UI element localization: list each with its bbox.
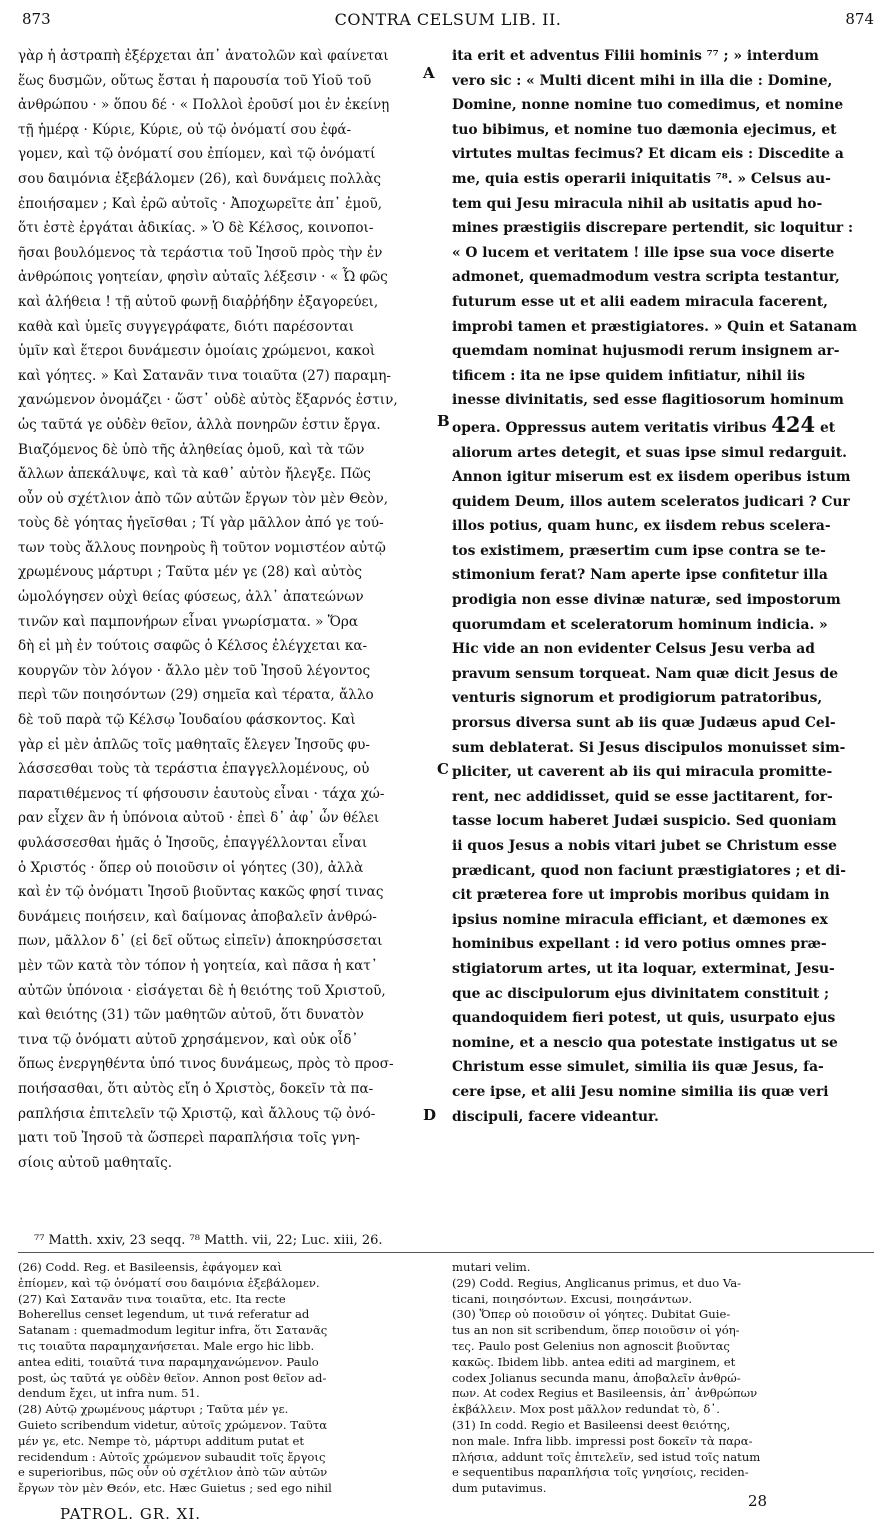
footnote-line: τες. Paulo post Gelenius non agnoscit βιοῦντας (452, 1338, 730, 1353)
greek-text-line: ἄλλων ἀπεκάλυψε, καὶ τὰ καθ᾽ αὐτὸν ἤλεγξε. Πῶς (18, 466, 371, 483)
margin-letter-b: B (437, 412, 450, 430)
footnote-line: tus an non sit scribendum, ὅπερ ποιοῦσιν οἱ γόη- (452, 1323, 740, 1338)
right-page-number: 874 (845, 10, 874, 28)
greek-text-line: ματι τοῦ Ἰησοῦ τὰ ὥσπερεὶ παραπλήσια τοῖς γνη- (18, 1130, 360, 1147)
greek-text-line: καθὰ καὶ ὑμεῖς συγγεγράφατε, διότι παρέσονται (18, 318, 354, 335)
footnotes-left (18, 1260, 436, 1495)
latin-text-line: Domine, nonne nomine tuo comedimus, et nomine (452, 97, 844, 114)
latin-text-line: ii quos Jesus a nobis vitari jubet se Christum esse (452, 838, 837, 854)
latin-text-line: mines præstigiis discrepare pertendit, sic loquitur : (452, 220, 854, 237)
latin-text-line: stigiatorum artes, ut ita loquar, exterminat, Jesu- (452, 960, 835, 977)
footnote-line: ticani, ποιησόντων. Excusi, ποιησάντων. (452, 1291, 693, 1306)
signature-mark: 28 (748, 1492, 768, 1510)
greek-text-line: δὲ τοῦ παρὰ τῷ Κέλσῳ Ἰουδαίου φάσκοντος. Καὶ (18, 712, 356, 729)
greek-text-line: ὡμολόγησεν οὐχὶ θείας φύσεως, ἀλλ᾽ ἀπατεώνων (18, 589, 364, 606)
greek-text-line: καὶ ἀλήθεια ! τῇ αὐτοῦ φωνῇ διαῤῥήδην ἐξαγορεύει, (18, 293, 379, 310)
latin-text-line: hominibus expellant : id vero potius omnes præ- (452, 936, 827, 953)
greek-text-line: ῆσαι βουλόμενος τὰ τεράστια τοῦ Ἰησοῦ πρὸς τὴν ἐν (18, 244, 383, 261)
latin-text-line: prorsus diversa sunt ab iis quæ Judæus apud Cel- (452, 715, 836, 732)
greek-text-line: ποιήσασθαι, ὅτι αὐτὸς εἴη ὁ Χριστὸς, δοκεῖν τὰ πα- (18, 1080, 374, 1097)
greek-text-line: ὁ Χριστός · ὅπερ οὐ ποιοῦσιν οἱ γόητες (30), ἀλλὰ (18, 859, 364, 876)
greek-text-line: αὐτῶν ὑπόνοια · εἰσάγεται δὲ ἡ θειότης τοῦ Χριστοῦ, (18, 982, 386, 999)
greek-text-line: ἀνθρώπου · » ὅπου δέ · « Πολλοὶ ἐροῦσί μοι ἐν ἐκείνῃ (18, 97, 390, 114)
greek-text-line: γὰρ εἰ μὲν ἁπλῶς τοῖς μαθηταῖς ἔλεγεν Ἰησοῦς φυ- (18, 736, 371, 753)
latin-text-line: Annon igitur miserum est ex iisdem operibus istum (452, 469, 851, 486)
greek-text-line: ἀνθρώποις γοητείαν, φησὶν αὐταῖς λέξεσιν · « Ὦ φῶς (18, 269, 388, 286)
greek-text-line: δυνάμεις ποιήσειν, καὶ δαίμονας ἀποβαλεῖν ἀνθρώ- (18, 908, 377, 925)
greek-text-line: τινα τῷ ὀνόματι αὐτοῦ χρησάμενον, καὶ οὐκ οἶδ᾽ (18, 1031, 359, 1048)
latin-text-line: inesse divinitatis, sed esse flagitiosorum hominum (452, 392, 844, 409)
latin-text-line: « O lucem et veritatem ! ille ipse sua voce diserte (452, 244, 835, 261)
greek-text-column (18, 44, 430, 1244)
running-title: CONTRA CELSUM LIB. II. (334, 10, 562, 29)
latin-text-line: Hic vide an non evidenter Celsus Jesu verba ad (452, 641, 815, 658)
latin-text-line: opera. Oppressus autem veritatis viribus 424 et (452, 412, 836, 437)
greek-text-line: ὅπως ἐνεργηθέντα ὑπό τινος δυνάμεως, πρὸς τὸ προσ- (18, 1056, 394, 1073)
greek-text-line: χανώμενον ὀνομάζει · ὥστ᾽ οὐδὲ αὐτὸς ἔξαρνός ἐστιν, (18, 392, 398, 409)
greek-text-line: ἐποιήσαμεν ; Καὶ ἐρῶ αὐτοῖς · Ἀποχωρεῖτε ἀπ᾽ ἐμοῦ, (18, 195, 383, 212)
footnote-line: Guieto scribendum videtur, αὐτοῖς χρώμενον. Ταῦτα (18, 1417, 328, 1432)
footnote-line: μέν γε, etc. Nempe τὸ, μάρτυρι additum putat et (18, 1433, 304, 1448)
latin-text-line: ita erit et adventus Filii hominis ⁷⁷ ; » interdum (452, 48, 819, 64)
greek-text-line: ὅτι ἐστὲ ἐργάται ἀδικίας. » Ὁ δὲ Κέλσος, κοινοποι- (18, 220, 374, 237)
footnote-line: πων. At codex Regius et Basileensis, ἀπ᾽ ἀνθρώπων (452, 1386, 758, 1401)
latin-text-line: sum deblaterat. Si Jesus discipulos monuisset sim- (452, 739, 846, 756)
greek-text-line: δὴ εἰ μὴ ἐν τούτοις σαφῶς ὁ Κέλσος ἐλέγχεται κα- (18, 638, 368, 655)
footnote-line: e sequentibus παραπλήσια τοῖς γνησίοις, reciden- (452, 1465, 749, 1480)
latin-text-line: discipuli, facere videantur. (452, 1108, 659, 1125)
footnote-line: mutari velim. (452, 1260, 531, 1274)
margin-letter-a: A (423, 64, 435, 82)
latin-text-line: admonet, quemadmodum vestra scripta testantur, (452, 269, 840, 286)
margin-letter-d: D (423, 1106, 437, 1124)
series-footer: PATROL. GR. XI. (60, 1505, 202, 1523)
greek-text-line: ραν εἶχεν ἂν ἡ ὑπόνοια αὐτοῦ · ἐπεὶ δ᾽ ἀφ᾽ ὧν θέλει (18, 810, 380, 827)
latin-text-line: ipsius nomine miracula efficiant, et dæmones ex (452, 911, 828, 928)
greek-text-line: κουργῶν τὸν λόγον · ἄλλο μὲν τοῦ Ἰησοῦ λέγοντος (18, 662, 371, 679)
footnote-line: (31) In codd. Regio et Basileensi deest θειότης, (452, 1417, 731, 1432)
latin-text-line: Christum esse simulet, similia iis quæ Jesus, fa- (452, 1059, 824, 1076)
footnote-line: πλήσια, addunt τοῖς ἐπιτελεῖν, sed istud τοῖς natum (452, 1449, 761, 1464)
footnote-line: codex Jolianus secunda manu, ἀποβαλεῖν ἀνθρώ- (452, 1370, 741, 1385)
latin-text-line: quandoquidem fieri potest, ut quis, usurpato ejus (452, 1010, 836, 1027)
latin-text-line: prædicant, quod non faciunt præstigiatores ; et di- (452, 862, 846, 879)
footnote-line: ἐκβάλλειν. Mox post μᾶλλον redundat τὸ, δ᾽. (452, 1402, 720, 1417)
greek-text-line: παρατιθέμενος τί φήσουσιν ἑαυτοὺς εἶναι · τάχα χώ- (18, 785, 385, 802)
greek-text-line: τῇ ἡμέρᾳ · Κύριε, Κύριε, οὐ τῷ ὀνόματί σου ἐφά- (18, 121, 352, 138)
greek-text-line: μὲν τῶν κατὰ τὸν τόπον ἡ γοητεία, καὶ πᾶσα ἡ κατ᾽ (18, 957, 378, 974)
edition-page-number: 424 (771, 412, 816, 437)
latin-text-line: pliciter, ut caverent ab iis qui miracula promitte- (452, 764, 833, 781)
latin-text-line: vero sic : « Multi dicent mihi in illa die : Domine, (452, 72, 833, 89)
footnote-line: κακῶς. Ibidem libb. antea editi ad marginem, et (452, 1354, 736, 1369)
latin-text-line: futurum esse ut et alii eadem miracula facerent, (452, 293, 828, 310)
footnote-line: ἔργων τὸν μὲν Θεόν, etc. Hæc Guietus ; sed ego nihil (18, 1481, 332, 1495)
latin-text-line: prodigia non esse divinæ naturæ, sed impostorum (452, 592, 841, 609)
footnote-divider (18, 1252, 874, 1253)
footnote-line: (26) Codd. Reg. et Basileensis, ἐφάγομεν καὶ (18, 1260, 283, 1274)
latin-text-line: improbi tamen et præstigiatores. » Quin et Satanam (452, 318, 857, 335)
latin-text-column (452, 44, 880, 1244)
latin-text-line: cere ipse, et alii Jesu nomine similia iis quæ veri (452, 1083, 829, 1100)
latin-text-line: tificem : ita ne ipse quidem infitiatur, nihil iis (452, 367, 806, 384)
greek-text-line: περὶ τῶν ποιησόντων (29) σημεῖα καὶ τέρατα, ἄλλο (18, 687, 374, 704)
greek-text-line: τινῶν καὶ παμπονήρων εἶναι γνωρίσματα. » Ὅρα (18, 613, 359, 630)
footnote-line: τις τοιαῦτα παραμηχανήσεται. Male ergo hic libb. (18, 1338, 315, 1353)
latin-text-line: aliorum artes detegit, et suas ipse simul redarguit. (452, 444, 847, 461)
greek-text-line: ραπλήσια ἐπιτελεῖν τῷ Χριστῷ, καὶ ἄλλους τῷ ὀνό- (18, 1105, 376, 1122)
latin-text-line: tasse locum haberet Judæi suspicio. Sed quoniam (452, 813, 837, 830)
latin-text-line: quorumdam et sceleratorum hominum indicia. » (452, 616, 828, 633)
latin-text-line: cit præterea fore ut improbis moribus quidam in (452, 887, 830, 904)
latin-text-line: nomine, et a nescio qua potestate instigatus ut se (452, 1034, 838, 1051)
latin-text-line: stimonium ferat? Nam aperte ipse confitetur illa (452, 567, 828, 584)
footnote-line: ἐπίομεν, καὶ τῷ ὀνόματί σου δαιμόνια ἐξεβάλομεν. (18, 1275, 320, 1290)
footnote-line: Satanam : quemadmodum legitur infra, ὅτι Σατανᾶς (18, 1323, 328, 1338)
greek-text-line: ἕως δυσμῶν, οὕτως ἔσται ἡ παρουσία τοῦ Υἱοῦ τοῦ (18, 72, 372, 89)
latin-text-line: quemdam nominat hujusmodi rerum insignem ar- (452, 343, 840, 360)
greek-text-line: καὶ θειότης (31) τῶν μαθητῶν αὐτοῦ, ὅτι δυνατὸν (18, 1007, 364, 1024)
latin-text-line: que ac discipulorum ejus divinitatem constituit ; (452, 985, 830, 1002)
footnote-line: recidendum : Αὐτοῖς χρώμενον subaudit τοῖς ἔργοις (18, 1449, 326, 1464)
footnote-line: antea editi, τοιαῦτά τινα παραμηχανώμενον. Paulo (18, 1354, 319, 1369)
footnote-line: post, ὡς ταῦτά γε οὐδὲν θεῖον. Annon post θεῖον ad- (18, 1370, 327, 1385)
footnote-line: e superioribus, πῶς οὖν οὐ σχέτλιον ἀπὸ τῶν αὐτῶν (18, 1465, 328, 1480)
bible-references: ⁷⁷ Matth. xxiv, 23 seqq. ⁷⁸ Matth. vii, 22; Luc. xiii, 26. (34, 1233, 383, 1248)
footnote-line: (29) Codd. Regius, Anglicanus primus, et duo Va- (452, 1275, 742, 1290)
latin-text-line: me, quia estis operarii iniquitatis ⁷⁸. » Celsus au- (452, 170, 831, 187)
greek-text-line: Βιαζόμενος δὲ ὑπὸ τῆς ἀληθείας ὁμοῦ, καὶ τὰ τῶν (18, 441, 365, 458)
latin-text-line: rent, nec addidisset, quid se esse jactitarent, for- (452, 788, 833, 805)
latin-text-line: tem qui Jesu miracula nihil ab usitatis apud ho- (452, 195, 823, 212)
margin-letter-c: C (437, 760, 449, 778)
greek-text-line: καὶ γόητες. » Καὶ Σατανᾶν τινα τοιαῦτα (27) παραμη- (18, 367, 391, 384)
greek-text-line: πων, μᾶλλον δ᾽ (εἰ δεῖ οὕτως εἰπεῖν) ἀποκηρύσσεται (18, 933, 383, 950)
footnote-line: dendum ἔχει, ut infra num. 51. (18, 1386, 200, 1401)
footnote-line: (27) Καὶ Σατανᾶν τινα τοιαῦτα, etc. Ita recte (18, 1291, 286, 1306)
latin-text-line: quidem Deum, illos autem sceleratos judicari ? Cur (452, 493, 850, 510)
footnotes-right (452, 1260, 880, 1495)
page-header (22, 10, 874, 36)
latin-text-line: illos potius, quam hunc, ex iisdem rebus scelera- (452, 518, 831, 535)
greek-text-line: ὑμῖν καὶ ἕτεροι δυνάμεσιν ὁμοίαις χρώμενοι, κακοὶ (18, 343, 376, 360)
latin-text-line: pravum sensum torqueat. Nam quæ dicit Jesus de (452, 665, 838, 682)
footnote-line: non male. Infra libb. impressi post δοκεῖν τὰ παρα- (452, 1433, 753, 1448)
greek-text-line: ὡς ταῦτά γε οὐδὲν θεῖον, ἀλλὰ πονηρῶν ἐστιν ἔργα. (18, 416, 381, 433)
footnote-line: (30) Ὅπερ οὐ ποιοῦσιν οἱ γόητες. Dubitat Guie- (452, 1307, 731, 1322)
latin-text-line: tos existimem, præsertim cum ipse contra se te- (452, 542, 826, 559)
latin-text-line: tuo bibimus, et nomine tuo dæmonia ejecimus, et (452, 121, 837, 138)
footnote-line: dum putavimus. (452, 1481, 547, 1495)
greek-text-line: σου δαιμόνια ἐξεβάλομεν (26), καὶ δυνάμεις πολλὰς (18, 170, 382, 187)
footnote-line: Boherellus censet legendum, ut τινά referatur ad (18, 1307, 310, 1322)
greek-text-line: γομεν, καὶ τῷ ὀνόματί σου ἐπίομεν, καὶ τῷ ὀνόματί (18, 146, 376, 163)
footnote-line: (28) Αὐτῷ χρωμένους μάρτυρι ; Ταῦτα μέν γε. (18, 1402, 289, 1417)
latin-text-line: virtutes multas fecimus? Et dicam eis : Discedite a (452, 146, 844, 163)
greek-text-line: λάσσεσθαι τοὺς τὰ τεράστια ἐπαγγελλομένους, οὐ (18, 761, 370, 778)
greek-text-line: τοὺς δὲ γόητας ἡγεῖσθαι ; Τί γὰρ μᾶλλον ἀπό γε τού- (18, 515, 384, 532)
greek-text-line: σίοις αὐτοῦ μαθηταῖς. (18, 1154, 173, 1171)
latin-text-line: venturis signorum et prodigiorum patratoribus, (452, 690, 823, 707)
greek-text-line: των τοὺς ἄλλους πονηροὺς ἢ τοῦτον νομιστέον αὐτῷ (18, 539, 386, 556)
greek-text-line: φυλάσσεσθαι ἡμᾶς ὁ Ἰησοῦς, ἐπαγγέλλονται εἶναι (18, 835, 368, 851)
greek-text-line: χρωμένους μάρτυρι ; Ταῦτα μέν γε (28) καὶ αὐτὸς (18, 564, 362, 581)
left-page-number: 873 (22, 10, 51, 28)
greek-text-line: καὶ ἐν τῷ ὀνόματι Ἰησοῦ βιοῦντας κακῶς φησί τινας (18, 884, 384, 901)
greek-text-line: οὖν οὐ σχέτλιον ἀπὸ τῶν αὐτῶν ἔργων τὸν μὲν Θεὸν, (18, 490, 389, 507)
greek-text-line: γὰρ ἡ ἀστραπὴ ἐξέρχεται ἀπ᾽ ἀνατολῶν καὶ φαίνεται (18, 48, 389, 64)
